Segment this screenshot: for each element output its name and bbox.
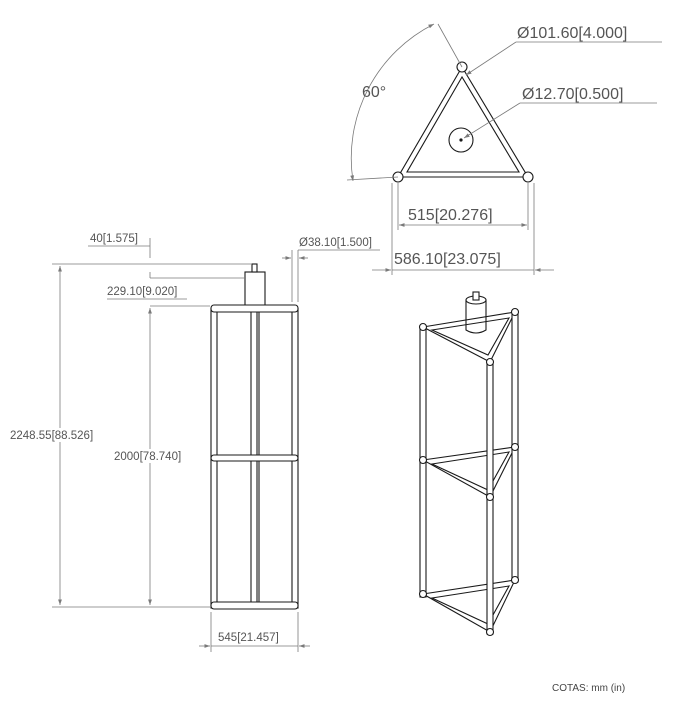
tube-dia-mm: Ø38.10 bbox=[299, 237, 337, 249]
svg-text:229.10[9.020]: 229.10[9.020] bbox=[107, 286, 178, 298]
frame-height-dimension bbox=[112, 308, 188, 605]
outer-diameter-callout bbox=[466, 25, 662, 75]
iso-verticals bbox=[420, 312, 518, 634]
angle-label: 60° bbox=[362, 84, 387, 101]
inner-dia-mm: Ø12.70 bbox=[522, 86, 575, 103]
svg-text:2000[78.740]: 2000[78.740] bbox=[114, 451, 182, 463]
outer-width-dimension bbox=[372, 183, 554, 275]
frame-height-mm: 2000 bbox=[114, 451, 140, 463]
total-height-mm: 2248.55 bbox=[10, 430, 52, 442]
post-circle bbox=[449, 128, 473, 152]
outer-width-in: 23.075 bbox=[447, 251, 497, 268]
outer-dia-mm: Ø101.60 bbox=[517, 25, 579, 42]
svg-text:40[1.575]: 40[1.575] bbox=[90, 233, 138, 245]
front-width-dimension bbox=[199, 612, 310, 652]
tube-diameter-dimension bbox=[282, 237, 380, 302]
post-height-dimension bbox=[107, 278, 245, 306]
svg-text:515[20.276]: 515[20.276] bbox=[408, 207, 493, 224]
inner-dia-in: 0.500 bbox=[578, 86, 619, 103]
post-height-mm: 229.10 bbox=[107, 286, 143, 298]
iso-middle-triangle bbox=[423, 447, 515, 497]
tube-dia-in: 1.500 bbox=[339, 237, 369, 249]
iso-post bbox=[466, 292, 486, 333]
inner-width-in: 20.276 bbox=[439, 207, 489, 224]
isometric-view bbox=[420, 292, 519, 636]
front-view bbox=[8, 233, 380, 652]
total-height-in: 88.526 bbox=[54, 430, 90, 442]
outer-width-mm: 586.10 bbox=[394, 251, 443, 268]
units-note: COTAS: mm (in) bbox=[552, 683, 626, 694]
iso-bottom-triangle bbox=[423, 580, 515, 632]
inner-width-dimension bbox=[398, 183, 528, 230]
svg-text:2248.55[88.526]: 2248.55[88.526] bbox=[10, 430, 94, 442]
top-offset-mm: 40 bbox=[90, 233, 103, 245]
top-offset-in: 1.575 bbox=[106, 233, 135, 245]
svg-text:Ø38.10[1.500]: Ø38.10[1.500] bbox=[299, 237, 372, 249]
svg-text:Ø12.70[0.500]: Ø12.70[0.500] bbox=[522, 86, 624, 103]
outer-dia-in: 4.000 bbox=[582, 25, 623, 42]
angle-dimension bbox=[347, 24, 462, 181]
front-frame bbox=[211, 264, 298, 609]
inner-width-mm: 515 bbox=[408, 207, 435, 224]
inner-diameter-callout bbox=[464, 86, 657, 138]
svg-text:Ø101.60[4.000]: Ø101.60[4.000] bbox=[517, 25, 628, 42]
svg-text:545[21.457]: 545[21.457] bbox=[218, 632, 279, 644]
top-offset-dimension bbox=[88, 233, 150, 278]
top-view bbox=[347, 24, 662, 275]
frame-height-in: 78.740 bbox=[142, 451, 178, 463]
svg-text:586.10[23.075]: 586.10[23.075] bbox=[394, 251, 501, 268]
triangle-frame-top bbox=[393, 62, 533, 182]
post-height-in: 9.020 bbox=[145, 286, 175, 298]
front-width-in: 21.457 bbox=[240, 632, 276, 644]
front-width-mm: 545 bbox=[218, 632, 238, 644]
iso-top-triangle bbox=[423, 312, 515, 362]
